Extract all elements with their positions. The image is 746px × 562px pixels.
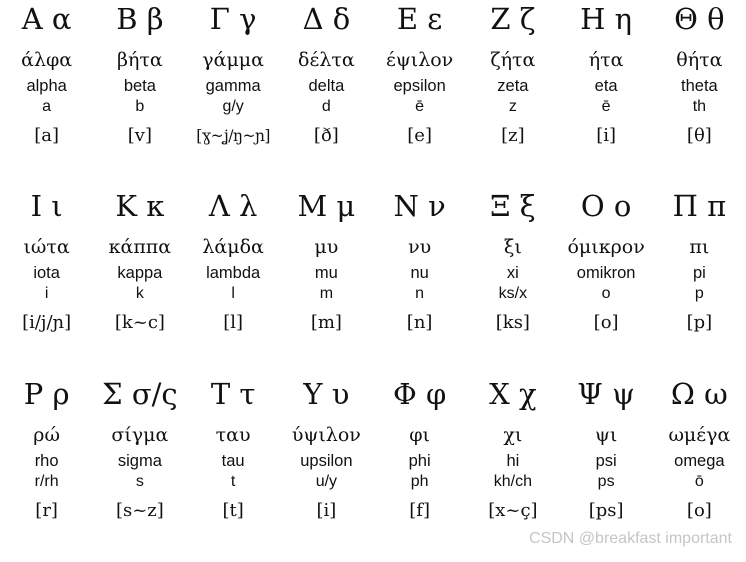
greek-name: ωμέγα (668, 423, 731, 446)
letter-cell (280, 0, 373, 187)
latin-name: omega (674, 451, 725, 470)
greek-name: ψι (594, 423, 618, 446)
ipa-pronunciation: [z] (501, 125, 525, 146)
latin-name: mu (314, 264, 338, 283)
greek-name: νυ (408, 236, 432, 259)
letter-cell (93, 187, 186, 374)
letter-glyphs: Ξ ξ (490, 189, 536, 224)
letter-glyphs: Ι ι (30, 189, 63, 224)
letter-glyphs: Ν ν (393, 189, 446, 224)
latin-name: beta (123, 77, 156, 95)
latin-name: kappa (117, 264, 163, 283)
letter-cell (0, 187, 93, 374)
greek-name: ιώτα (23, 236, 70, 259)
transliteration: ks/x (498, 285, 528, 303)
transliteration: n (415, 285, 425, 303)
ipa-pronunciation: [m] (310, 312, 342, 334)
ipa-pronunciation: [k~c] (114, 312, 165, 334)
ipa-pronunciation: [l] (223, 312, 244, 334)
latin-name: sigma (117, 451, 162, 470)
letter-glyphs: Ω ω (670, 376, 728, 411)
letter-glyphs: Π π (672, 189, 727, 224)
latin-name: pi (692, 264, 706, 283)
latin-name: nu (410, 264, 429, 283)
ipa-pronunciation: [ɣ~ʝ/ŋ~ɲ] (196, 127, 270, 145)
greek-name: κάππα (108, 236, 172, 259)
greek-name: ζήτα (490, 49, 536, 71)
ipa-pronunciation: [i] (596, 125, 617, 146)
letter-glyphs: Λ λ (208, 189, 258, 224)
ipa-pronunciation: [p] (686, 312, 713, 334)
greek-name: ρώ (33, 423, 60, 446)
latin-name: tau (221, 451, 245, 470)
letter-glyphs: Χ χ (489, 376, 537, 411)
latin-name: zeta (497, 77, 529, 95)
ipa-pronunciation: [n] (406, 312, 433, 334)
transliteration: u/y (315, 472, 338, 490)
latin-name: rho (34, 451, 59, 470)
transliteration: i (44, 285, 49, 303)
transliteration: o (601, 285, 611, 303)
transliteration: s (135, 472, 144, 490)
ipa-pronunciation: [t] (222, 499, 244, 521)
ipa-pronunciation: [v] (127, 125, 152, 146)
letter-glyphs: Μ μ (297, 189, 356, 224)
letter-glyphs: Υ υ (303, 376, 350, 411)
letter-cell (187, 187, 280, 374)
transliteration: ph (410, 472, 429, 490)
letter-glyphs: Θ θ (674, 2, 725, 36)
greek-name: έψιλον (386, 49, 454, 71)
greek-name: γάμμα (202, 49, 264, 71)
letter-glyphs: Β β (116, 2, 164, 36)
greek-name: πι (689, 236, 710, 259)
transliteration: b (135, 98, 145, 115)
ipa-pronunciation: [o] (593, 312, 619, 334)
transliteration: ps (597, 472, 615, 490)
transliteration: a (42, 98, 52, 115)
latin-name: phi (408, 451, 431, 470)
letter-cell (373, 375, 466, 562)
latin-name: theta (681, 77, 718, 95)
ipa-pronunciation: [ð] (313, 125, 339, 146)
letter-cell (0, 0, 93, 187)
letter-cell (187, 0, 280, 187)
greek-name: άλφα (21, 49, 73, 71)
letter-cell (373, 187, 466, 374)
greek-name: μυ (314, 236, 339, 259)
latin-name: alpha (26, 77, 67, 95)
greek-name: ύψιλον (291, 423, 361, 446)
greek-name: όμικρον (567, 236, 645, 259)
ipa-pronunciation: [x~ç] (488, 499, 538, 521)
letter-cell (560, 187, 653, 374)
transliteration: k (135, 285, 144, 303)
latin-name: hi (506, 451, 520, 470)
letter-glyphs: Η η (580, 2, 633, 36)
letter-cell (653, 187, 746, 374)
latin-name: eta (594, 77, 618, 95)
letter-cell (373, 0, 466, 187)
letter-glyphs: Ψ ψ (577, 376, 635, 411)
greek-name: ταυ (215, 423, 251, 446)
letter-glyphs: Ο ο (580, 189, 632, 224)
latin-name: upsilon (300, 451, 353, 470)
ipa-pronunciation: [e] (407, 125, 432, 146)
letter-cell (280, 187, 373, 374)
letter-glyphs: Ρ ρ (23, 376, 70, 411)
ipa-pronunciation: [a] (34, 125, 60, 146)
letter-glyphs: Ζ ζ (490, 2, 536, 36)
ipa-pronunciation: [f] (409, 499, 430, 521)
letter-cell (0, 375, 93, 562)
ipa-pronunciation: [i] (316, 499, 337, 521)
ipa-pronunciation: [i/j/ɲ] (22, 312, 72, 334)
ipa-pronunciation: [θ] (686, 125, 712, 146)
latin-name: delta (308, 77, 345, 95)
letter-cell (187, 375, 280, 562)
ipa-pronunciation: [ps] (588, 499, 624, 521)
transliteration: th (692, 98, 707, 115)
transliteration: t (230, 472, 236, 490)
ipa-pronunciation: [ks] (495, 312, 530, 334)
letter-glyphs: Α α (21, 2, 72, 36)
csdn-watermark: CSDN @breakfast important (529, 530, 732, 547)
latin-name: gamma (205, 77, 261, 95)
transliteration: kh/ch (493, 472, 532, 490)
transliteration: l (231, 285, 235, 303)
latin-name: psi (595, 451, 617, 470)
greek-name: θήτα (676, 49, 723, 71)
latin-name: lambda (206, 264, 261, 283)
letter-cell (653, 0, 746, 187)
transliteration: z (508, 98, 517, 115)
letter-glyphs: Κ κ (115, 189, 165, 224)
greek-name: λάμδα (202, 236, 264, 259)
letter-cell (466, 187, 559, 374)
letter-cell (560, 0, 653, 187)
greek-name: φι (409, 423, 430, 446)
letter-glyphs: Γ γ (209, 2, 257, 36)
letter-glyphs: Ε ε (396, 2, 443, 36)
greek-name: ξι (503, 236, 522, 259)
transliteration: p (694, 285, 704, 303)
letter-glyphs: Σ σ/ς (102, 376, 178, 411)
transliteration: g/y (222, 98, 244, 115)
latin-name: epsilon (393, 77, 446, 95)
letter-glyphs: Δ δ (302, 2, 351, 36)
transliteration: ō (694, 472, 704, 490)
letter-glyphs: Τ τ (210, 376, 256, 411)
greek-name: σίγμα (111, 423, 169, 446)
letter-cell (280, 375, 373, 562)
greek-name: ήτα (588, 49, 624, 71)
transliteration: m (319, 285, 334, 303)
letter-cell (466, 0, 559, 187)
latin-name: omikron (576, 264, 636, 283)
transliteration: d (321, 98, 331, 115)
transliteration: ē (601, 98, 611, 115)
transliteration: ē (415, 98, 425, 115)
ipa-pronunciation: [s~z] (115, 499, 164, 521)
letter-glyphs: Φ φ (392, 376, 447, 411)
latin-name: iota (33, 264, 60, 283)
latin-name: xi (506, 264, 519, 283)
letter-cell (93, 375, 186, 562)
greek-name: χι (503, 423, 523, 446)
ipa-pronunciation: [r] (35, 499, 58, 521)
greek-name: δέλτα (298, 49, 355, 71)
greek-name: βήτα (117, 49, 163, 71)
letter-cell (93, 0, 186, 187)
ipa-pronunciation: [o] (686, 499, 712, 521)
transliteration: r/rh (34, 472, 59, 490)
